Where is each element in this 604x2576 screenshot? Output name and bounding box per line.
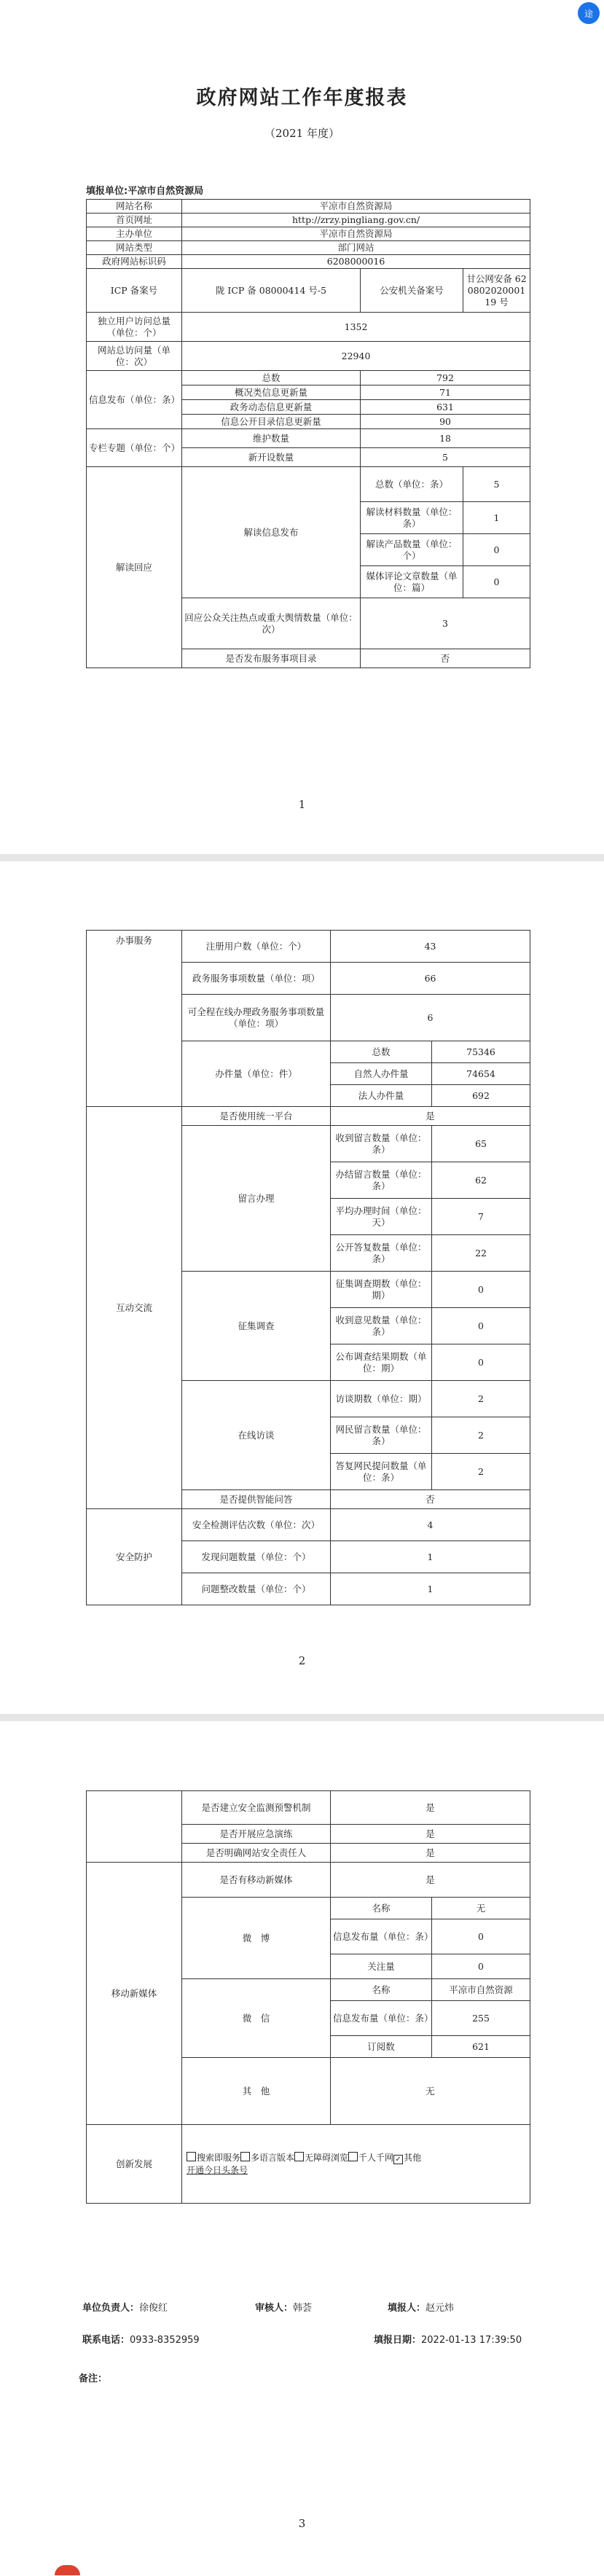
icp-label: ICP 备案号 <box>87 269 182 313</box>
online-interview-label: 在线访谈 <box>182 1381 331 1490</box>
wechat-row-value: 255 <box>432 2001 530 2036</box>
monitor-label: 是否建立安全监测预警机制 <box>182 1791 331 1825</box>
hot-topic-value: 3 <box>361 598 530 649</box>
platform-value: 是 <box>331 1107 530 1126</box>
fill-date: 填报日期：2022-01-13 17:39:50 <box>374 2335 522 2346</box>
platform-label: 是否使用统一平台 <box>182 1107 331 1126</box>
phone: 联系电话：0933-8352959 <box>82 2335 200 2346</box>
message-row-label: 公开答复数量（单位：条） <box>331 1235 432 1272</box>
handle-row-label: 自然人办件量 <box>331 1063 432 1085</box>
interpret-row-value: 1 <box>463 502 530 534</box>
responsible-value: 是 <box>331 1844 530 1863</box>
interview-row-value: 2 <box>432 1417 530 1454</box>
message-handling-label: 留言办理 <box>182 1126 331 1272</box>
innovation-option[interactable]: ✓ 其他 <box>393 2153 421 2163</box>
pv-value: 22940 <box>182 342 530 371</box>
column-row-label: 维护数量 <box>182 429 361 448</box>
interact-group-label: 互动交流 <box>87 1107 182 1509</box>
security-row-label: 问题整改数量（单位：个） <box>182 1573 331 1605</box>
info-row-value: 71 <box>361 385 530 400</box>
survey-row-value: 0 <box>432 1272 530 1308</box>
site-name-label: 网站名称 <box>87 200 182 214</box>
site-id-label: 政府网站标识码 <box>87 255 182 269</box>
sponsor-value: 平凉市自然资源局 <box>182 227 530 241</box>
survey-row-label: 征集调查期数（单位：期） <box>331 1272 432 1308</box>
security-group-continued <box>87 1791 182 1863</box>
owner-name: 徐俊红 <box>139 2303 168 2314</box>
info-row-value: 90 <box>361 415 530 429</box>
filler-name: 赵元炜 <box>425 2303 455 2314</box>
report-year: （2021 年度） <box>264 127 340 140</box>
wechat-row-label: 信息发布量（单位：条） <box>331 2001 432 2036</box>
column-row-value: 18 <box>361 429 530 448</box>
reg-users-value: 43 <box>331 931 530 963</box>
translate-badge-icon[interactable]: 途 <box>578 2 600 24</box>
message-row-value: 22 <box>432 1235 530 1272</box>
info-row-value: 631 <box>361 400 530 415</box>
drill-label: 是否开展应急演练 <box>182 1825 331 1844</box>
info-row-value: 792 <box>361 371 530 385</box>
info-row-label: 政务动态信息更新量 <box>182 400 361 415</box>
page-number: 2 <box>298 1654 306 1667</box>
column-row-label: 新开设数量 <box>182 448 361 467</box>
online-items-value: 6 <box>331 995 530 1041</box>
checkbox-icon[interactable] <box>294 2152 304 2161</box>
wechat-row-label: 订阅数 <box>331 2036 432 2058</box>
wechat-row-value: 平凉市自然资源 <box>432 1979 530 2001</box>
interview-row-value: 2 <box>432 1381 530 1417</box>
message-row-value: 7 <box>432 1199 530 1235</box>
innovation-option[interactable]: 多语言版本 <box>240 2153 294 2163</box>
site-type-value: 部门网站 <box>182 241 530 255</box>
checkbox-icon[interactable] <box>187 2152 196 2161</box>
uv-value: 1352 <box>182 313 530 342</box>
interpret-row-label: 总数（单位：条） <box>361 467 463 502</box>
app-tab-icon[interactable] <box>55 2565 80 2575</box>
police-value: 甘公网安备 62080202000119 号 <box>463 269 530 313</box>
innovation-option[interactable]: 搜索即服务 <box>187 2153 240 2163</box>
weibo-row-label: 关注量 <box>331 1954 432 1979</box>
interpret-row-label: 解读材料数量（单位：条） <box>361 502 463 534</box>
info-group-label: 信息发布（单位：条） <box>87 371 182 429</box>
checkbox-checked-icon[interactable]: ✓ <box>393 2155 403 2164</box>
handle-row-label: 法人办件量 <box>331 1085 432 1107</box>
responsible-label: 是否明确网站安全责任人 <box>182 1844 331 1863</box>
police-label: 公安机关备案号 <box>361 269 463 313</box>
interpret-row-value: 5 <box>463 467 530 502</box>
handle-row-label: 总数 <box>331 1041 432 1063</box>
info-row-label: 概况类信息更新量 <box>182 385 361 400</box>
survey-label: 征集调查 <box>182 1272 331 1381</box>
sponsor-label: 主办单位 <box>87 227 182 241</box>
info-row-label: 信息公开目录信息更新量 <box>182 415 361 429</box>
survey-row-value: 0 <box>432 1344 530 1381</box>
pv-label: 网站总访问量（单位：次） <box>87 342 182 371</box>
uv-label: 独立用户访问总量（单位：个） <box>87 313 182 342</box>
report-table-part-2 <box>86 930 530 1605</box>
owner: 单位负责人：徐俊红 <box>82 2303 168 2314</box>
innovation-other-text: 开通今日头条号 <box>187 2165 248 2175</box>
smart-qa-label: 是否提供智能问答 <box>182 1490 331 1509</box>
survey-row-label: 收到意见数量（单位：条） <box>331 1308 432 1344</box>
security-row-label: 安全检测评估次数（单位：次） <box>182 1509 331 1541</box>
has-media-value: 是 <box>331 1863 530 1898</box>
filler-unit: 填报单位:平凉市自然资源局 <box>86 186 204 197</box>
security-row-value: 1 <box>331 1573 530 1605</box>
interview-row-label: 答复网民提问数量（单位：条） <box>331 1454 432 1490</box>
interpret-row-value: 0 <box>463 534 530 566</box>
weibo-row-value: 0 <box>432 1919 530 1954</box>
report-page-2 <box>0 861 604 1714</box>
innovation-option[interactable]: 千人千网 <box>348 2153 393 2163</box>
site-id-value: 6208000016 <box>182 255 530 269</box>
report-table-part-1 <box>86 199 530 668</box>
smart-qa-value: 否 <box>331 1490 530 1509</box>
reg-users-label: 注册用户数（单位：个） <box>182 931 331 963</box>
home-url-label: 首页网址 <box>87 214 182 227</box>
online-items-label: 可全程在线办理政务服务事项数量（单位：项） <box>182 995 331 1041</box>
innovation-options <box>182 2125 530 2204</box>
weibo-label: 微 博 <box>182 1898 331 1979</box>
drill-value: 是 <box>331 1825 530 1844</box>
security-row-value: 1 <box>331 1541 530 1573</box>
message-row-label: 平均办理时间（单位：天） <box>331 1199 432 1235</box>
column-row-value: 5 <box>361 448 530 467</box>
page-number: 1 <box>298 798 306 811</box>
icp-value: 陇 ICP 备 08000414 号-5 <box>182 269 361 313</box>
report-table-part-3 <box>86 1790 530 2204</box>
checkbox-icon[interactable] <box>348 2152 358 2161</box>
page-number: 3 <box>298 2517 306 2530</box>
wechat-label: 微 信 <box>182 1979 331 2058</box>
site-name-value: 平凉市自然资源局 <box>182 200 530 214</box>
interpret-row-value: 0 <box>463 566 530 598</box>
service-list-label: 是否发布服务事项目录 <box>182 649 361 668</box>
info-row-label: 总数 <box>182 371 361 385</box>
handle-label: 办件量（单位：件） <box>182 1041 331 1107</box>
home-url-value: http://zrzy.pingliang.gov.cn/ <box>182 214 530 227</box>
innovation-option[interactable]: 无障碍浏览 <box>294 2153 348 2163</box>
interview-row-value: 2 <box>432 1454 530 1490</box>
checkbox-icon[interactable] <box>240 2152 250 2161</box>
innovation-group-label: 创新发展 <box>87 2125 182 2204</box>
handle-row-value: 692 <box>432 1085 530 1107</box>
weibo-row-value: 0 <box>432 1954 530 1979</box>
wechat-row-value: 621 <box>432 2036 530 2058</box>
interpret-row-label: 解读产品数量（单位：个） <box>361 534 463 566</box>
site-type-label: 网站类型 <box>87 241 182 255</box>
weibo-row-label: 名称 <box>331 1898 432 1919</box>
report-page-3 <box>0 1721 604 2576</box>
message-row-value: 62 <box>432 1162 530 1199</box>
wechat-row-label: 名称 <box>331 1979 432 2001</box>
service-list-value: 否 <box>361 649 530 668</box>
interview-row-label: 访谈期数（单位：期） <box>331 1381 432 1417</box>
reviewer: 审核人：韩荟 <box>255 2303 313 2314</box>
remark-label: 备注： <box>79 2373 108 2384</box>
security-row-label: 发现问题数量（单位：个） <box>182 1541 331 1573</box>
interpret-group-label: 解读回应 <box>87 467 182 668</box>
report-title: 政府网站工作年度报表 <box>196 87 408 109</box>
interpret-sub-label: 解读信息发布 <box>182 467 361 598</box>
message-row-label: 办结留言数量（单位：条） <box>331 1162 432 1199</box>
message-row-label: 收到留言数量（单位：条） <box>331 1126 432 1162</box>
phone-number: 0933-8352959 <box>130 2335 200 2346</box>
service-group-label: 办事服务 <box>87 931 182 1107</box>
handle-row-value: 74654 <box>432 1063 530 1085</box>
monitor-value: 是 <box>331 1791 530 1825</box>
fill-date-value: 2022-01-13 17:39:50 <box>421 2335 522 2346</box>
interview-row-label: 网民留言数量（单位：条） <box>331 1417 432 1454</box>
media-group-label: 移动新媒体 <box>87 1863 182 2125</box>
hot-topic-label: 回应公众关注热点或重大舆情数量（单位：次） <box>182 598 361 649</box>
service-items-label: 政务服务事项数量（单位：项） <box>182 963 331 995</box>
weibo-row-label: 信息发布量（单位：条） <box>331 1919 432 1954</box>
filler: 填报人：赵元炜 <box>388 2303 455 2314</box>
survey-row-label: 公布调查结果期数（单位：期） <box>331 1344 432 1381</box>
message-row-value: 65 <box>432 1126 530 1162</box>
report-page-1 <box>0 0 604 854</box>
other-media-value: 无 <box>331 2058 530 2125</box>
reviewer-name: 韩荟 <box>293 2303 313 2314</box>
weibo-row-value: 无 <box>432 1898 530 1919</box>
has-media-label: 是否有移动新媒体 <box>182 1863 331 1898</box>
handle-row-value: 75346 <box>432 1041 530 1063</box>
service-items-value: 66 <box>331 963 530 995</box>
column-group-label: 专栏专题（单位：个） <box>87 429 182 467</box>
security-group-label: 安全防护 <box>87 1509 182 1605</box>
security-row-value: 4 <box>331 1509 530 1541</box>
survey-row-value: 0 <box>432 1308 530 1344</box>
other-media-label: 其 他 <box>182 2058 331 2125</box>
interpret-row-label: 媒体评论文章数量（单位：篇） <box>361 566 463 598</box>
